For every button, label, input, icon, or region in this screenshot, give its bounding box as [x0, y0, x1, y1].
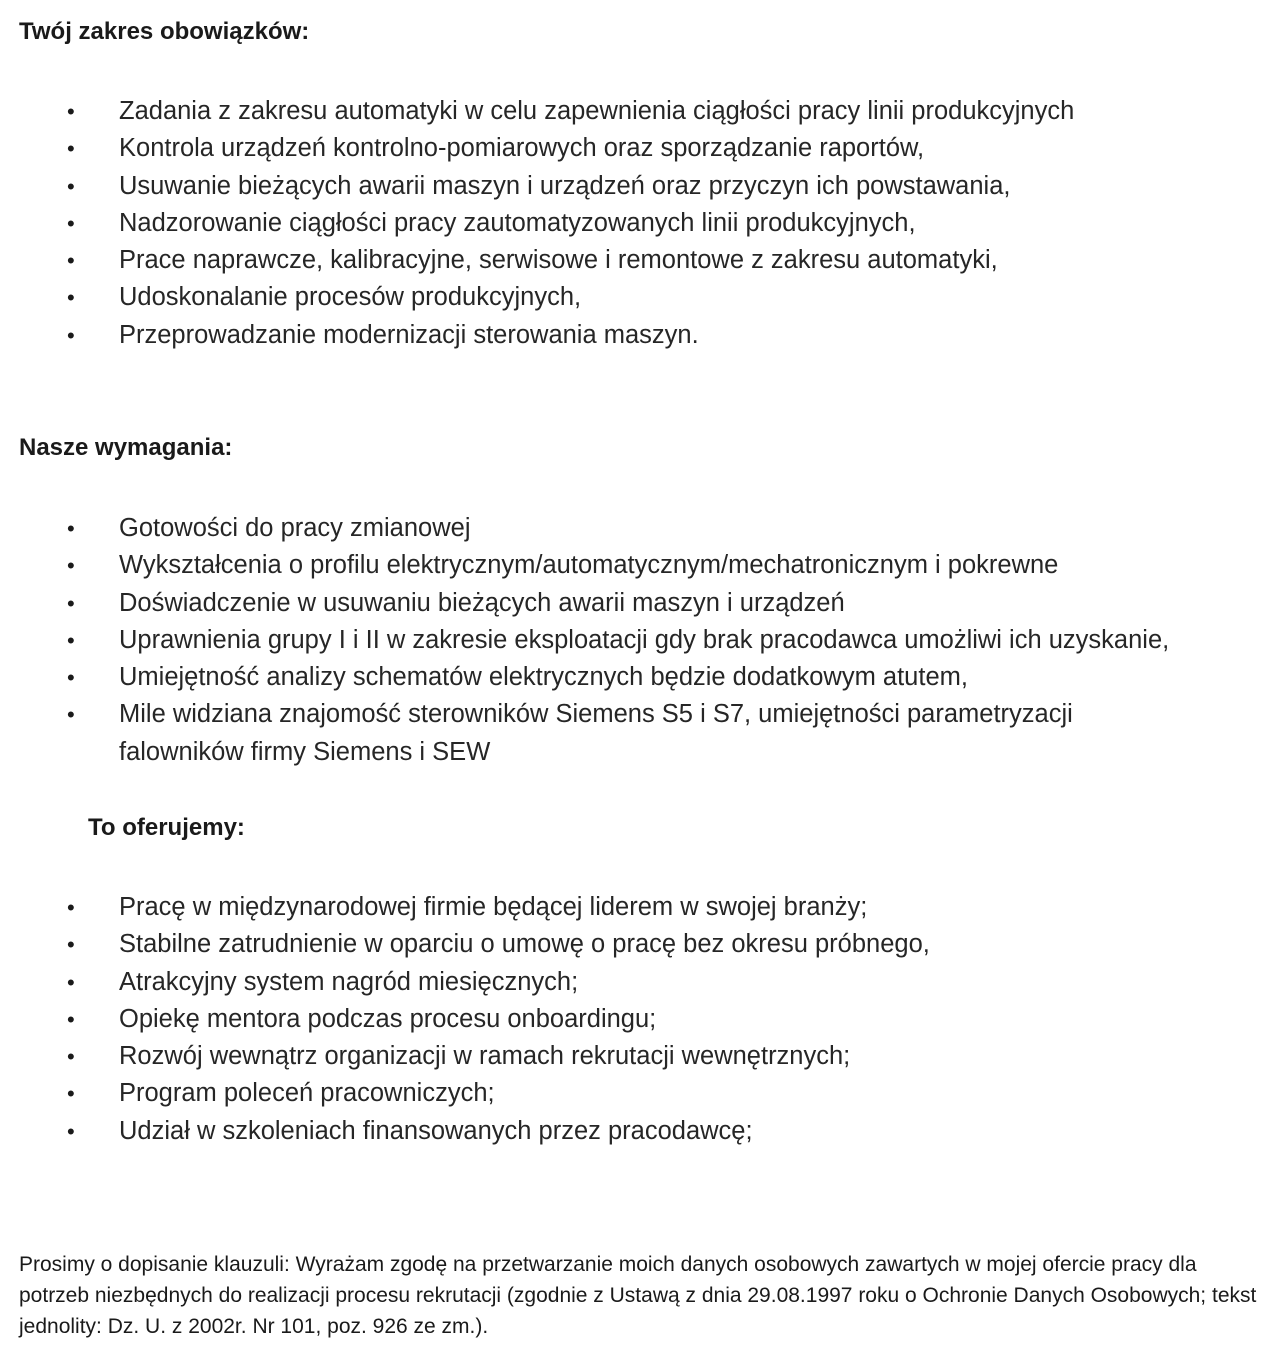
section-title-duties: Twój zakres obowiązków: — [19, 18, 310, 45]
bullet-icon: • — [67, 248, 75, 274]
list-item: • Kontrola urządzeń kontrolno-pomiarowych oraz sporządzanie raportów, — [0, 130, 1074, 167]
gdpr-clause: Prosimy o dopisanie klauzuli: Wyrażam zgodę na przetwarzanie moich danych osobowych zawartych w mojej ofercie pracy dla potrzeb niezbędnych do realizacji procesu rekrutacji (zgodnie z Ustawą z dnia 29.08.1997 roku o Ochronie Danych Osobowych; tekst jednolity: Dz. U. z 2002r. Nr 101, poz. 926 ze zm.). — [19, 1253, 1257, 1338]
list-item: • Atrakcyjny system nagród miesięcznych; — [0, 964, 930, 1001]
section-title-requirements: Nasze wymagania: — [19, 434, 233, 461]
bullet-icon: • — [67, 702, 75, 728]
bullet-icon: • — [67, 1081, 75, 1107]
list-item: • Prace naprawcze, kalibracyjne, serwisowe i remontowe z zakresu automatyki, — [0, 242, 1074, 279]
bullet-icon: • — [67, 932, 75, 958]
list-item: • Udział w szkoleniach finansowanych przez pracodawcę; — [0, 1113, 930, 1150]
bullet-icon: • — [67, 322, 75, 348]
bullet-icon: • — [67, 590, 75, 616]
bullet-icon: • — [67, 173, 75, 199]
bullet-icon: • — [67, 210, 75, 236]
list-item: • Nadzorowanie ciągłości pracy zautomatyzowanych linii produkcyjnych, — [0, 205, 1074, 242]
bullet-icon: • — [67, 136, 75, 162]
list-item: • Rozwój wewnątrz organizacji w ramach rekrutacji wewnętrznych; — [0, 1038, 930, 1075]
list-item: • Stabilne zatrudnienie w oparciu o umowę o pracę bez okresu próbnego, — [0, 926, 930, 963]
section-title-offer: To oferujemy: — [88, 814, 245, 841]
list-item: • Doświadczenie w usuwaniu bieżących awarii maszyn i urządzeń — [0, 585, 1179, 622]
list-item: • Wykształcenia o profilu elektrycznym/automatycznym/mechatronicznym i pokrewne — [0, 547, 1179, 584]
offer-list — [0, 889, 930, 1150]
list-item: • Udoskonalanie procesów produkcyjnych, — [0, 279, 1074, 316]
bullet-icon: • — [67, 553, 75, 579]
list-item: • Gotowości do pracy zmianowej — [0, 510, 1179, 547]
list-item: • Program poleceń pracowniczych; — [0, 1075, 930, 1112]
list-item: • Umiejętność analizy schematów elektrycznych będzie dodatkowym atutem, — [0, 659, 1179, 696]
bullet-icon: • — [67, 285, 75, 311]
bullet-icon: • — [67, 969, 75, 995]
list-item: • Uprawnienia grupy I i II w zakresie eksploatacji gdy brak pracodawca umożliwi ich uzyskanie, — [0, 622, 1179, 659]
bullet-icon: • — [67, 1044, 75, 1070]
bullet-icon: • — [67, 895, 75, 920]
bullet-icon: • — [67, 1006, 75, 1032]
bullet-icon: • — [67, 516, 75, 541]
bullet-icon: • — [67, 627, 75, 653]
list-item: • Opiekę mentora podczas procesu onboardingu; — [0, 1001, 930, 1038]
bullet-icon: • — [67, 1118, 75, 1144]
list-item: • Przeprowadzanie modernizacji sterowania maszyn. — [0, 317, 1074, 354]
requirements-list — [0, 510, 1179, 771]
list-item: • Mile widziana znajomość sterowników Siemens S5 i S7, umiejętności parametryzacji falowników firmy Siemens i SEW — [0, 696, 1179, 771]
bullet-icon: • — [67, 99, 75, 124]
duties-list — [0, 93, 1074, 354]
list-item: • Pracę w międzynarodowej firmie będącej liderem w swojej branży; — [0, 889, 930, 926]
list-item: • Usuwanie bieżących awarii maszyn i urządzeń oraz przyczyn ich powstawania, — [0, 168, 1074, 205]
list-item: • Zadania z zakresu automatyki w celu zapewnienia ciągłości pracy linii produkcyjnych — [0, 93, 1074, 130]
bullet-icon: • — [67, 665, 75, 691]
